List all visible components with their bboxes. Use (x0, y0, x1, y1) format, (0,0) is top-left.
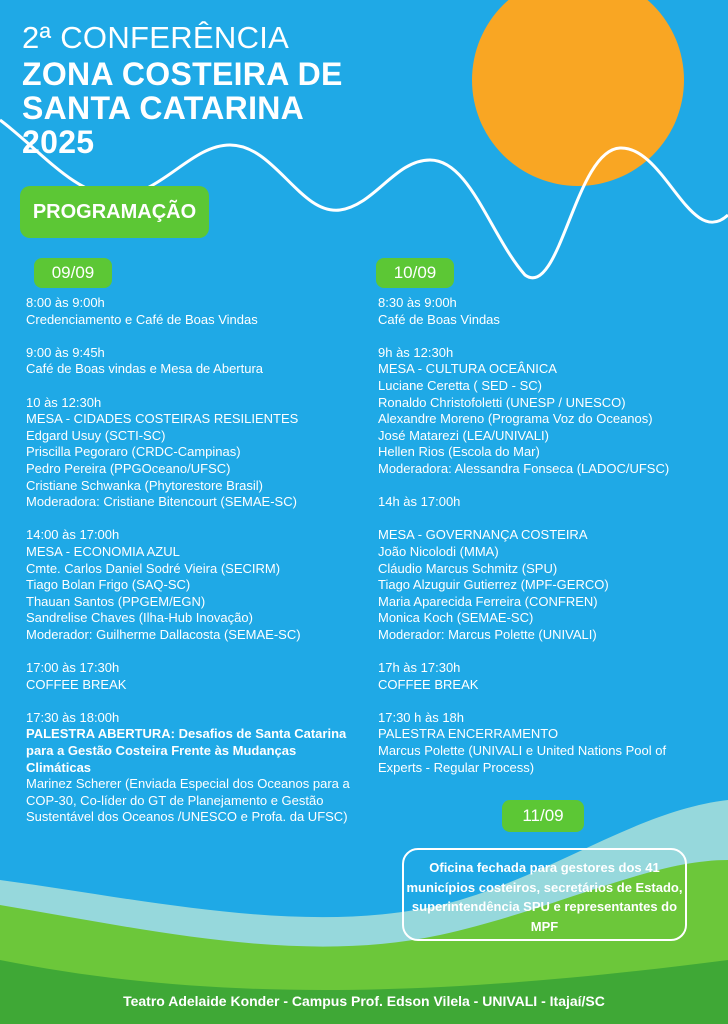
schedule-block (26, 660, 352, 693)
schedule-block (378, 527, 713, 643)
schedule-line: Alexandre Moreno (Programa Voz do Oceanos) (378, 411, 653, 427)
schedule-line: Monica Koch (SEMAE-SC) (378, 610, 534, 626)
day-badge-0909: 09/09 (34, 258, 112, 288)
schedule-block (378, 295, 713, 328)
schedule-line: Tiago Alzuguir Gutierrez (MPF-GERCO) (378, 577, 609, 593)
schedule-block (378, 710, 713, 776)
schedule-line: Experts - Regular Process) (378, 759, 535, 775)
schedule-line-first: 17:00 às 17:30h (26, 660, 120, 676)
schedule-line: Marcus Polette (UNIVALI e United Nations Pool of (378, 743, 667, 759)
schedule-line-first: 8:00 às 9:00h (26, 295, 105, 310)
schedule-line: Cristiane Schwanka (Phytorestore Brasil) (26, 477, 263, 493)
opening-lecture-heading (26, 726, 352, 776)
schedule-line: Maria Aparecida Ferreira (CONFREN) (378, 593, 598, 609)
schedule-line: José Matarezi (LEA/UNIVALI) (378, 427, 549, 443)
schedule-line: Moderador: Marcus Polette (UNIVALI) (378, 626, 597, 642)
title-line-2: ZONA COSTEIRA DE (22, 56, 343, 92)
opening-lecture-prefix: PALESTRA ABERTURA: (26, 726, 179, 742)
schedule-block (26, 295, 352, 328)
title-line-1: 2ª CONFERÊNCIA (22, 20, 290, 55)
schedule-line: COFFEE BREAK (26, 676, 127, 692)
title-line-4: 2025 (22, 124, 95, 160)
schedule-line: Cláudio Marcus Schmitz (SPU) (378, 560, 558, 576)
schedule-line: COFFEE BREAK (378, 676, 479, 692)
schedule-line: MESA - CULTURA OCEÂNICA (378, 361, 557, 377)
schedule-line: Sandrelise Chaves (Ilha-Hub Inovação) (26, 610, 253, 626)
schedule-day-0909 (26, 295, 352, 843)
schedule-line: Edgard Usuy (SCTI-SC) (26, 427, 166, 443)
opening-lecture-time: 17:30 às 18:00h (26, 709, 120, 725)
schedule-line-first: 10 às 12:30h (26, 394, 102, 410)
schedule-line: Moderadora: Cristiane Bitencourt (SEMAE-SC) (26, 494, 297, 510)
schedule-line: MESA - CIDADES COSTEIRAS RESILIENTES (26, 411, 299, 427)
schedule-line: PALESTRA ENCERRAMENTO (378, 726, 559, 742)
schedule-line: Luciane Ceretta ( SED - SC) (378, 377, 543, 393)
schedule-line: Credenciamento e Café de Boas Vindas (26, 311, 258, 327)
schedule-line: Ronaldo Christofoletti (UNESP / UNESCO) (378, 394, 626, 410)
opening-lecture-title: Desafios de Santa Catarina para a Gestão Costeira Frente às Mudanças Climáticas (26, 726, 347, 775)
schedule-block (26, 345, 352, 378)
sun-graphic (472, 0, 684, 186)
schedule-block (378, 494, 713, 511)
schedule-line-first: 17h às 17:30h (378, 660, 461, 676)
schedule-line-first: MESA - GOVERNANÇA COSTEIRA (378, 527, 588, 543)
schedule-block (26, 395, 352, 511)
day-badge-1009: 10/09 (376, 258, 454, 288)
venue-footer: Teatro Adelaide Konder - Campus Prof. Edson Vilela - UNIVALI - Itajaí/SC (123, 993, 605, 1009)
schedule-line: Moderadora: Alessandra Fonseca (LADOC/UFSC) (378, 460, 670, 476)
section-label-programacao: PROGRAMAÇÃO (20, 186, 209, 238)
schedule-line-first: 14:00 às 17:00h (26, 527, 120, 543)
day-badge-1109: 11/09 (502, 800, 584, 832)
schedule-line-first: 14h às 17:00h (378, 494, 461, 510)
schedule-line-first: 8:30 às 9:00h (378, 295, 457, 310)
schedule-line: Pedro Pereira (PPGOceano/UFSC) (26, 460, 231, 476)
schedule-block (378, 660, 713, 693)
schedule-line: Thauan Santos (PPGEM/EGN) (26, 593, 206, 609)
schedule-line: Priscilla Pegoraro (CRDC-Campinas) (26, 444, 241, 460)
schedule-line: João Nicolodi (MMA) (378, 543, 499, 559)
schedule-line: MESA - ECONOMIA AZUL (26, 543, 180, 559)
schedule-line: Café de Boas vindas e Mesa de Abertura (26, 361, 264, 377)
title-line-3: SANTA CATARINA (22, 90, 305, 126)
schedule-line: Cmte. Carlos Daniel Sodré Vieira (SECIRM) (26, 560, 281, 576)
schedule-block (26, 527, 352, 643)
schedule-line: Café de Boas Vindas (378, 311, 500, 327)
schedule-line-first: 17:30 h às 18h (378, 709, 465, 725)
schedule-line: Moderador: Guilherme Dallacosta (SEMAE-SC) (26, 626, 301, 642)
closed-workshop-note: Oficina fechada para gestores dos 41 municípios costeiros, secretários de Estado, superintendência SPU e representantes do MPF (402, 848, 687, 941)
schedule-line: Hellen Rios (Escola do Mar) (378, 444, 540, 460)
schedule-block (378, 345, 713, 478)
conference-title (22, 22, 343, 159)
schedule-day-1009 (378, 295, 713, 793)
opening-lecture-speaker: Marinez Scherer (Enviada Especial dos Oceanos para a COP-30, Co-líder do GT de Planejamento e Gestão Sustentável dos Oceanos /UNESCO e Profa. da UFSC) (26, 776, 350, 825)
schedule-line: Tiago Bolan Frigo (SAQ-SC) (26, 577, 191, 593)
schedule-line-first: 9:00 às 9:45h (26, 344, 105, 360)
opening-lecture-block (26, 710, 352, 826)
schedule-line-first: 9h às 12:30h (378, 344, 454, 360)
